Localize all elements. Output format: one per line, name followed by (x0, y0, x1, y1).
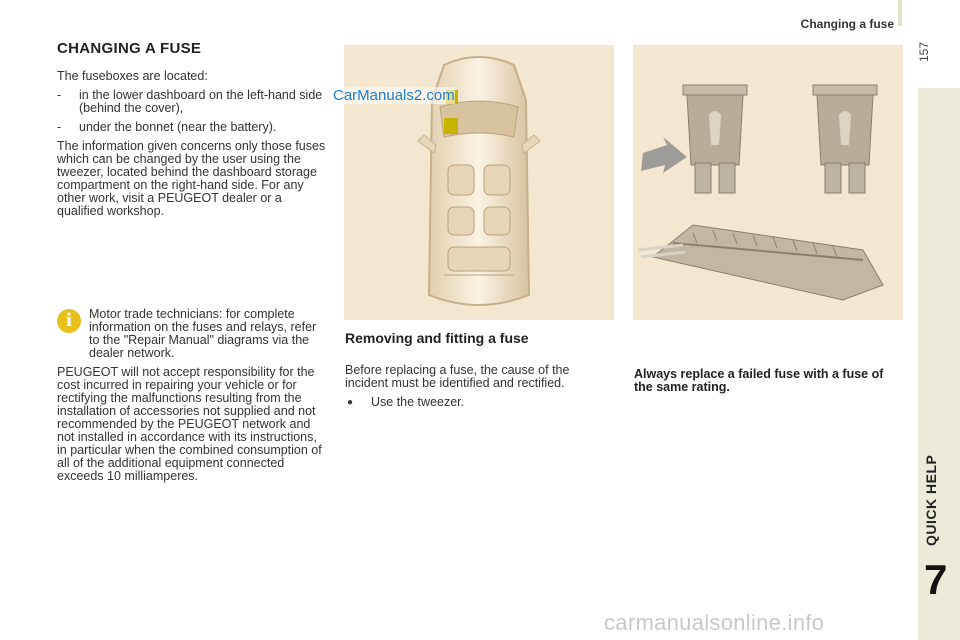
removing-text: Before replacing a fuse, the cause of the incident must be identified and rectified. (345, 363, 570, 390)
footer-watermark: carmanualsonline.info (604, 610, 825, 635)
info-text-technicians: Motor trade technicians: for complete information on the fuses and relays, refer to the "Repair Manual" diagrams via the dealer network. (89, 307, 317, 360)
fuse-left (683, 85, 747, 193)
intro-text: The fuseboxes are located: (57, 69, 208, 83)
middle-column (345, 330, 610, 409)
bullet-icon: ● (347, 397, 354, 408)
section-title: CHANGING A FUSE (57, 40, 202, 57)
list-item (57, 121, 327, 134)
tweezer-icon (638, 225, 883, 300)
info-paragraph: The information given concerns only those fuses which can be changed by the user using the tweezer, located behind the dashboard storage compartment on the right-hand side. For any other work, visit a PEUGEOT dealer or a qualified workshop. (57, 139, 326, 218)
page-header-title: Changing a fuse (800, 17, 894, 31)
dash-marker: - (57, 120, 62, 134)
list-item (57, 89, 327, 115)
chapter-number: 7 (924, 556, 948, 603)
header-divider (898, 0, 902, 26)
info-box (57, 308, 325, 489)
subsection-title: Removing and fitting a fuse (345, 330, 529, 346)
fuse-tweezer-illustration (633, 45, 903, 320)
info-text-disclaimer: PEUGEOT will not accept responsibility for the cost incurred in repairing your vehicle or for rectifying the malfunctions resulting from the installation of accessories not supplied and not recommended by the PEUGEOT network and not installed in accordance with its instructions, in particular when the combined consumption of all of the additional equipment connected exceeds 10 milliamperes. (57, 365, 322, 483)
info-icon: i (57, 309, 81, 333)
right-column (634, 368, 899, 394)
watermark-text: CarManuals2.com (333, 87, 455, 104)
left-column (57, 40, 327, 224)
chapter-label: QUICK HELP (923, 454, 939, 546)
list-item-text: in the lower dashboard on the left-hand side (behind the cover), (79, 88, 323, 115)
list-item-text: under the bonnet (near the battery). (79, 120, 277, 134)
arrow-icon (641, 137, 687, 173)
list-item (345, 396, 610, 409)
fuse-right (813, 85, 877, 193)
warning-note: Always replace a failed fuse with a fuse of the same rating. (634, 367, 884, 394)
fuse-icon (633, 45, 903, 320)
bullet-text: Use the tweezer. (371, 395, 465, 409)
page-number: 157 (917, 41, 931, 62)
dash-marker: - (57, 88, 62, 102)
